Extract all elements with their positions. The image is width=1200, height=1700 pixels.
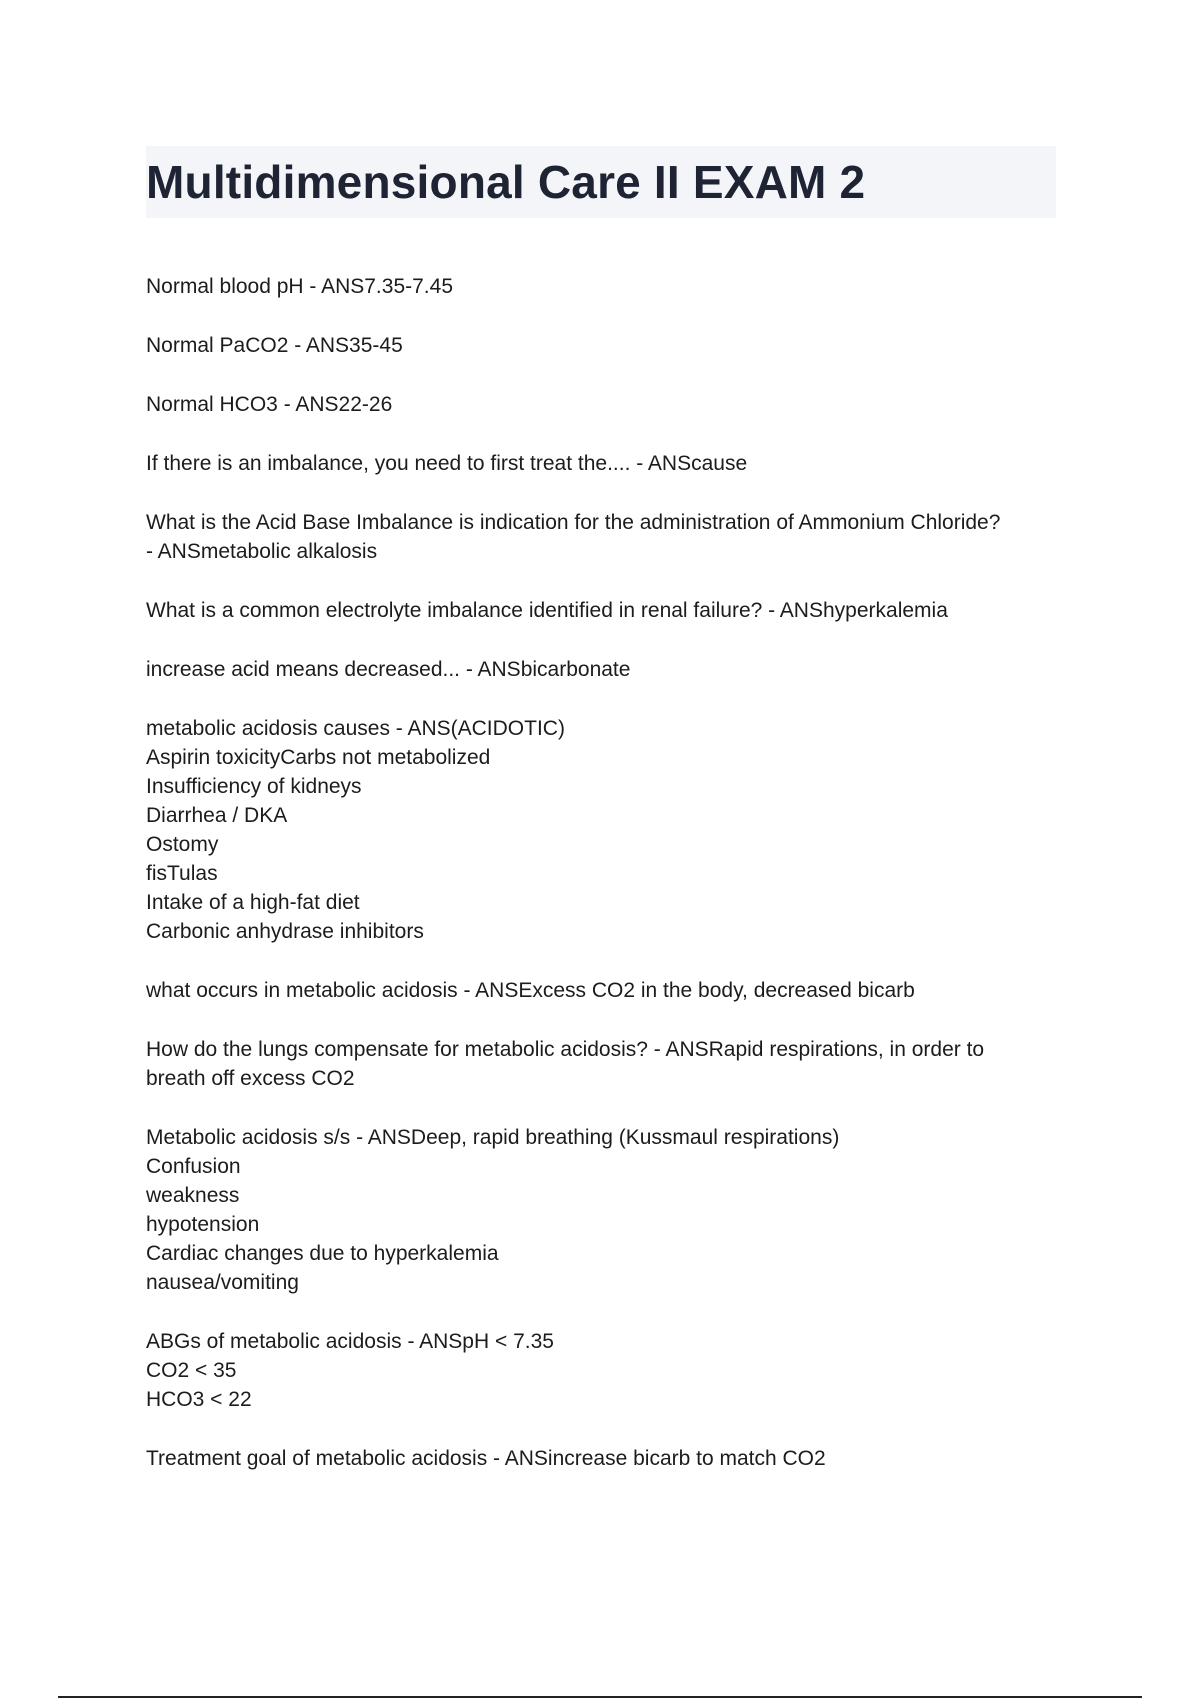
qa-answer-line: Carbonic anhydrase inhibitors — [146, 920, 424, 943]
qa-answer-line: HCO3 < 22 — [146, 1388, 252, 1411]
qa-list — [146, 272, 1066, 1503]
qa-answer-line: Aspirin toxicityCarbs not metabolized — [146, 746, 491, 769]
qa-answer-line: Ostomy — [146, 833, 219, 856]
qa-item — [146, 1035, 1066, 1093]
qa-item — [146, 390, 1066, 419]
qa-question-line: If there is an imbalance, you need to first treat the.... - ANScause — [146, 452, 748, 475]
qa-question-line: metabolic acidosis causes - ANS(ACIDOTIC) — [146, 717, 565, 740]
qa-answer-line: Cardiac changes due to hyperkalemia — [146, 1242, 499, 1265]
qa-question-line: Treatment goal of metabolic acidosis - ANSincrease bicarb to match CO2 — [146, 1447, 826, 1470]
qa-item — [146, 331, 1066, 360]
qa-item — [146, 655, 1066, 684]
qa-item — [146, 596, 1066, 625]
qa-item — [146, 1123, 1066, 1297]
qa-answer-line: nausea/vomiting — [146, 1271, 299, 1294]
qa-answer-line: hypotension — [146, 1213, 260, 1236]
qa-answer-line: Diarrhea / DKA — [146, 804, 288, 827]
qa-item — [146, 976, 1066, 1005]
qa-item — [146, 449, 1066, 478]
qa-item — [146, 714, 1066, 946]
qa-item — [146, 1327, 1066, 1414]
qa-question-line: ABGs of metabolic acidosis - ANSpH < 7.35 — [146, 1330, 554, 1353]
qa-item — [146, 508, 1066, 566]
qa-question-line: How do the lungs compensate for metabolic acidosis? - ANSRapid respirations, in order to — [146, 1038, 985, 1061]
qa-answer-line: fisTulas — [146, 862, 218, 885]
qa-question-line: what occurs in metabolic acidosis - ANSExcess CO2 in the body, decreased bicarb — [146, 979, 915, 1002]
qa-answer-line: Insufficiency of kidneys — [146, 775, 362, 798]
qa-question-line: increase acid means decreased... - ANSbicarbonate — [146, 658, 631, 681]
qa-answer-line: weakness — [146, 1184, 240, 1207]
qa-question-line: Normal PaCO2 - ANS35-45 — [146, 334, 403, 357]
qa-question-line: What is a common electrolyte imbalance identified in renal failure? - ANShyperkalemia — [146, 599, 948, 622]
qa-question-line: Normal blood pH - ANS7.35-7.45 — [146, 275, 453, 298]
qa-answer-line: breath off excess CO2 — [146, 1067, 355, 1090]
footer-divider — [58, 1696, 1142, 1698]
title-banner — [146, 146, 1056, 218]
qa-item — [146, 272, 1066, 301]
qa-answer-line: Confusion — [146, 1155, 241, 1178]
qa-answer-line: CO2 < 35 — [146, 1359, 237, 1382]
qa-question-line: Normal HCO3 - ANS22-26 — [146, 393, 393, 416]
qa-answer-line: - ANSmetabolic alkalosis — [146, 540, 378, 563]
qa-answer-line: Intake of a high-fat diet — [146, 891, 360, 914]
qa-item — [146, 1444, 1066, 1473]
qa-question-line: Metabolic acidosis s/s - ANSDeep, rapid breathing (Kussmaul respirations) — [146, 1126, 840, 1149]
qa-question-line: What is the Acid Base Imbalance is indication for the administration of Ammonium Chloride? — [146, 511, 1001, 534]
document-title: Multidimensional Care II EXAM 2 — [146, 156, 866, 208]
